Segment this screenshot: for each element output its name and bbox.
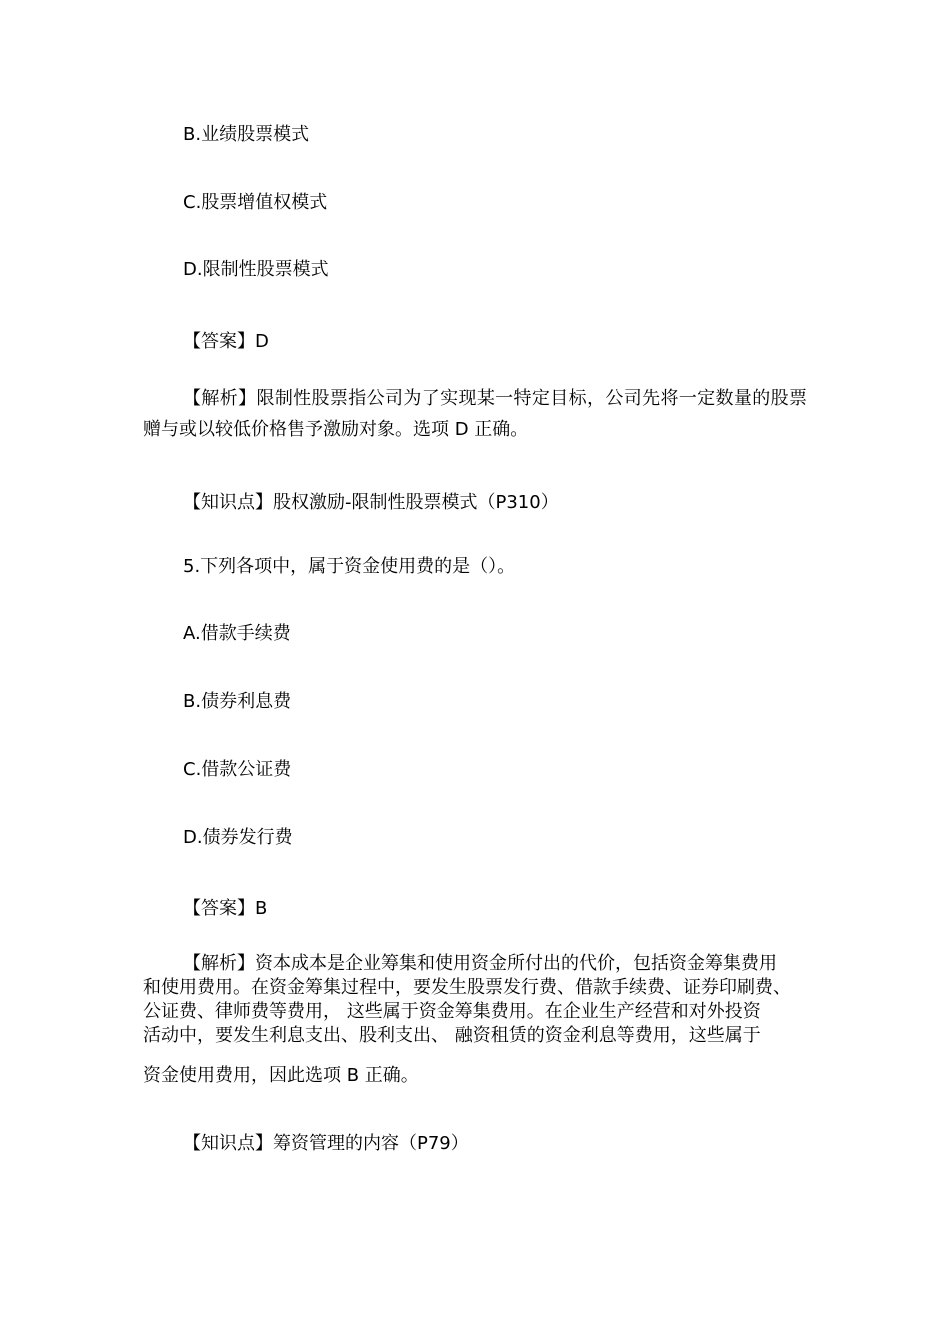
q4-option-b: B.业绩股票模式 — [183, 124, 310, 145]
q5-option-a: A.借款手续费 — [183, 623, 291, 644]
q4-option-d: D.限制性股票模式 — [183, 259, 329, 280]
q5-analysis-line-1: 【解析】资本成本是企业筹集和使用资金所付出的代价，包括资金筹集费用 — [183, 953, 777, 974]
q5-answer: 【答案】B — [183, 898, 268, 919]
q4-knowledge-point: 【知识点】股权激励-限制性股票模式（P310） — [183, 492, 559, 513]
q5-analysis-line-4: 活动中，要发生利息支出、股利支出、 融资租赁的资金利息等费用，这些属于 — [143, 1025, 761, 1046]
q4-option-c: C.股票增值权模式 — [183, 192, 328, 213]
q5-analysis-line-2: 和使用费用。在资金筹集过程中，要发生股票发行费、借款手续费、证券印刷费、 — [143, 977, 791, 998]
q4-answer: 【答案】D — [183, 331, 269, 352]
q5-option-b: B.债券利息费 — [183, 691, 292, 712]
q5-option-d: D.债券发行费 — [183, 827, 293, 848]
q5-knowledge-point: 【知识点】筹资管理的内容（P79） — [183, 1133, 469, 1154]
q5-analysis-line-3: 公证费、律师费等费用， 这些属于资金筹集费用。在企业生产经营和对外投资 — [143, 1001, 761, 1022]
q5-question: 5.下列各项中，属于资金使用费的是（）。 — [183, 556, 516, 577]
q5-option-c: C.借款公证费 — [183, 759, 292, 780]
q5-analysis-line-5: 资金使用费用，因此选项 B 正确。 — [143, 1065, 419, 1086]
q4-analysis: 【解析】限制性股票指公司为了实现某一特定目标，公司先将一定数量的股票赠与或以较低价格售予激励对象。选项 D 正确。 — [143, 388, 807, 440]
